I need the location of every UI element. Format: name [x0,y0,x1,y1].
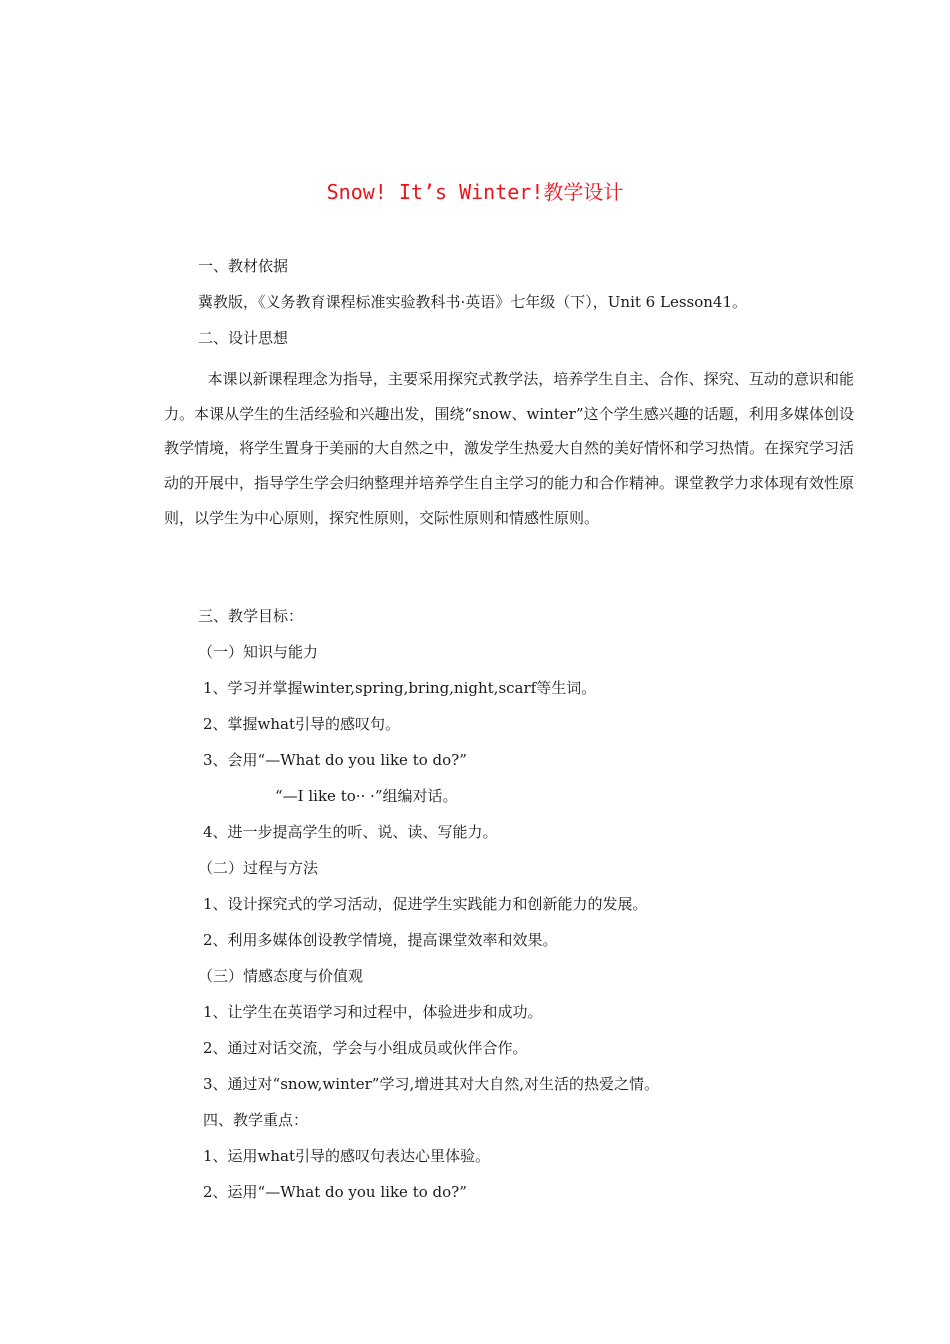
section-text-1: 冀教版，《义务教育课程标准实验教科书·英语》七年级（下），Unit 6 Lesson41。 [198,293,747,311]
list-item: 2、运用“—What do you like to do?” [203,1183,467,1201]
list-item: 3、会用“—What do you like to do?” [203,751,467,769]
list-item: 2、通过对话交流，学会与小组成员或伙伴合作。 [203,1039,528,1057]
goal-heading-2: （二）过程与方法 [198,859,319,877]
list-item: 1、设计探究式的学习活动，促进学生实践能力和创新能力的发展。 [203,895,648,913]
section-heading-2: 二、设计思想 [198,329,289,347]
list-item: 1、运用what引导的感叹句表达心里体验。 [203,1147,491,1165]
document-title: Snow! It’s Winter!教学设计 [326,180,624,204]
list-item: 3、通过对“snow,winter”学习,增进其对大自然,对生活的热爱之情。 [203,1075,660,1093]
list-item: 1、学习并掌握winter,spring,bring,night,scarf等生词。 [203,679,597,697]
design-idea-paragraph [164,362,854,536]
list-item: 1、让学生在英语学习和过程中，体验进步和成功。 [203,1003,543,1021]
list-item: 2、利用多媒体创设教学情境，提高课堂效率和效果。 [203,931,558,949]
section-heading-4: 四、教学重点： [203,1111,309,1129]
paragraph-text: 本课以新课程理念为指导，主要采用探究式教学法，培养学生自主、合作、探究、互动的意识和能力。本课从学生的生活经验和兴趣出发，围绕“snow、winter”这个学生感兴趣的话题，利用多媒体创设教学情境，将学生置身于美丽的大自然之中，激发学生热爱大自然的美好情怀和学习热情。在探究学习活动的开展中，指导学生学会归纳整理并培养学生自主学习的能力和合作精神。课堂教学力求体现有效性原则，以学生为中心原则，探究性原则，交际性原则和情感性原则。 [164,370,855,527]
section-heading-1: 一、教材依据 [198,257,289,275]
goal-heading-1: （一）知识与能力 [198,643,319,661]
goal-heading-3: （三）情感态度与价值观 [198,967,364,985]
section-heading-3: 三、教学目标： [198,607,304,625]
list-item: 4、进一步提高学生的听、说、读、写能力。 [203,823,498,841]
list-item: 2、掌握what引导的感叹句。 [203,715,401,733]
list-item: “—I like to·· ·”组编对话。 [275,787,458,805]
